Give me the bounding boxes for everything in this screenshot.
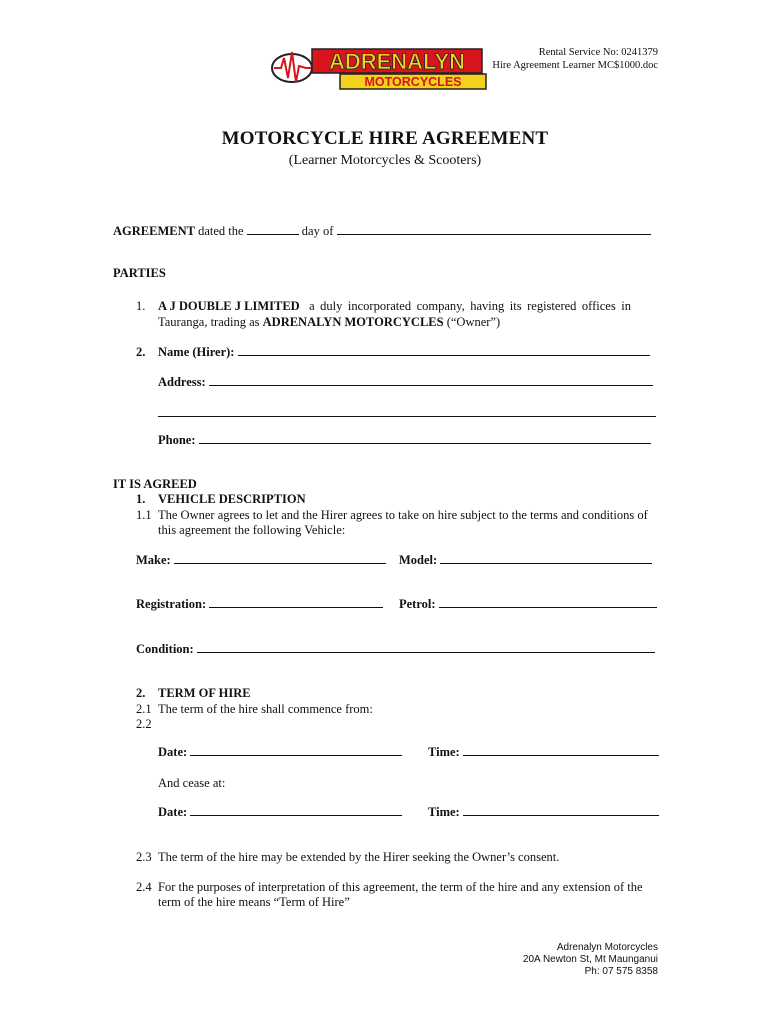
address-field-line-2[interactable] [158, 404, 656, 422]
start-date-field[interactable] [190, 745, 402, 756]
section-2-2-number: 2.2 [136, 717, 152, 731]
section-1-number: 1. [136, 492, 146, 506]
section-2-number: 2. [136, 686, 146, 700]
start-time-row [428, 745, 659, 760]
registration-row [136, 597, 383, 612]
end-date-field[interactable] [190, 805, 402, 816]
day-field[interactable] [247, 224, 299, 235]
header-ref [492, 46, 658, 72]
model-label: Model: [399, 553, 438, 567]
end-date-row [158, 805, 402, 820]
party-2-number: 2. [136, 345, 146, 359]
condition-field[interactable] [197, 642, 655, 653]
end-date-label: Date: [158, 805, 188, 819]
page-subtitle: (Learner Motorcycles & Scooters) [288, 153, 482, 168]
end-time-row [428, 805, 659, 820]
section-2-1-text: The term of the hire shall commence from: [158, 702, 373, 716]
party-1-line-b [158, 315, 500, 330]
party-1-owner: (“Owner”) [446, 315, 501, 329]
section-2-3-number: 2.3 [136, 850, 152, 864]
address-label: Address: [158, 375, 206, 389]
footer-phone: Ph: 07 575 8358 [584, 966, 658, 977]
start-date-label: Date: [158, 745, 188, 759]
section-2-4-number: 2.4 [136, 880, 152, 894]
start-time-label: Time: [428, 745, 460, 759]
party-1-line-a [158, 299, 658, 314]
hirer-name-row [158, 345, 658, 360]
registration-label: Registration: [136, 597, 207, 611]
hirer-name-label: Name (Hirer): [158, 345, 235, 359]
make-label: Make: [136, 553, 171, 567]
end-time-label: Time: [428, 805, 460, 819]
footer-address [523, 942, 658, 978]
phone-label: Phone: [158, 433, 196, 447]
petrol-row [399, 597, 657, 612]
hirer-name-field[interactable] [238, 345, 650, 356]
section-1-1-text-a: The Owner agrees to let and the Hirer agrees to take on hire subject to the terms and conditions of [158, 508, 648, 522]
month-year-field[interactable] [337, 224, 651, 235]
model-field[interactable] [440, 553, 652, 564]
parties-heading: PARTIES [113, 266, 166, 280]
address-field[interactable] [209, 375, 653, 386]
agreement-label: AGREEMENT [113, 224, 195, 238]
model-row [399, 553, 652, 568]
condition-label: Condition: [136, 642, 194, 656]
make-row [136, 553, 386, 568]
address-row [158, 375, 658, 390]
footer-street: 20A Newton St, Mt Maunganui [522, 954, 658, 965]
petrol-label: Petrol: [399, 597, 436, 611]
section-2-4-text-a: For the purposes of interpretation of this agreement, the term of the hire and any extension of the [158, 880, 643, 894]
logo-bottom-text: MOTORCYCLES [364, 75, 462, 89]
rental-service-number: Rental Service No: 0241379 [538, 47, 658, 58]
agreement-line [113, 224, 658, 239]
page-title: MOTORCYCLE HIRE AGREEMENT [221, 128, 549, 149]
petrol-field[interactable] [439, 597, 657, 608]
party-1-desc-b: Tauranga, trading as [158, 315, 260, 329]
it-is-agreed-heading: IT IS AGREED [113, 477, 197, 491]
section-1-title: VEHICLE DESCRIPTION [158, 492, 306, 506]
make-field[interactable] [174, 553, 386, 564]
section-1-1-text-b: this agreement the following Vehicle: [158, 523, 346, 537]
dated-the-text: dated the [198, 224, 244, 238]
section-2-3-text: The term of the hire may be extended by the Hirer seeking the Owner’s consent. [158, 850, 560, 864]
section-2-title: TERM OF HIRE [158, 686, 251, 700]
end-time-field[interactable] [463, 805, 659, 816]
logo-top-text: ADRENALYN [328, 49, 466, 74]
section-2-1-number: 2.1 [136, 702, 152, 716]
company-logo [268, 44, 490, 94]
day-of-text: day of [301, 224, 334, 238]
section-2-4-text-b: term of the hire means “Term of Hire” [158, 895, 350, 909]
condition-row [136, 642, 655, 657]
start-date-row [158, 745, 402, 760]
cease-text: And cease at: [158, 776, 226, 790]
document-reference: Hire Agreement Learner MC$1000.doc [492, 60, 658, 71]
footer-company: Adrenalyn Motorcycles [556, 942, 658, 953]
party-1-brand: ADRENALYN MOTORCYCLES [262, 315, 444, 329]
party-1-number: 1. [136, 299, 146, 313]
registration-field[interactable] [209, 597, 383, 608]
party-1-desc-a: a duly incorporated company, having its registered offices in [309, 299, 631, 313]
section-1-1-number: 1.1 [136, 508, 152, 522]
start-time-field[interactable] [463, 745, 659, 756]
phone-field[interactable] [199, 433, 651, 444]
phone-row [158, 433, 658, 448]
party-1-name: A J DOUBLE J LIMITED [158, 299, 300, 313]
